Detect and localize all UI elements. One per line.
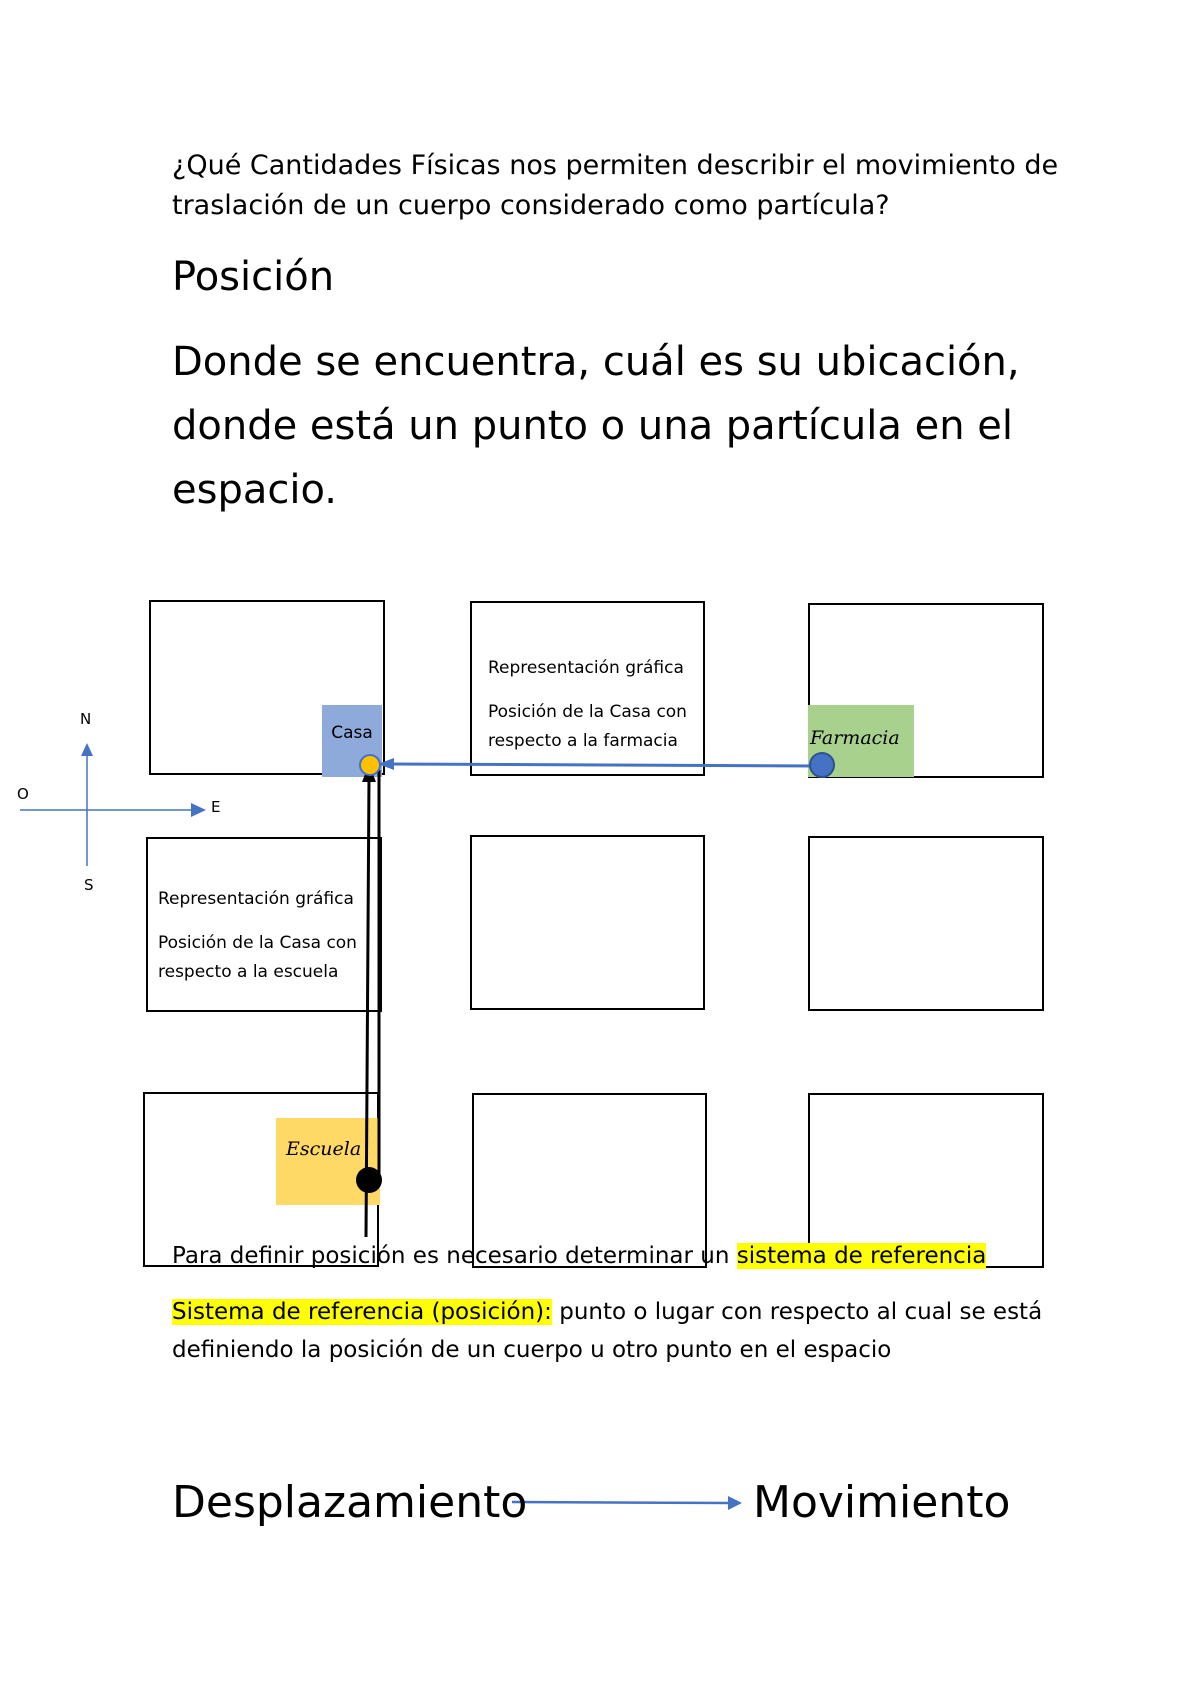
system-body: punto o lugar con respecto al cual se está definiendo la posición de un cuerpo u otro punto en el espacio xyxy=(172,1299,1043,1363)
system-label: Sistema de referencia (posición): xyxy=(172,1299,552,1325)
farmacia-label: Farmacia xyxy=(810,727,900,749)
escuela-point xyxy=(356,1167,382,1193)
reference-sentence xyxy=(172,1240,1072,1272)
reference-highlight: sistema de referencia xyxy=(736,1243,987,1269)
casa-point xyxy=(360,755,380,775)
casa-label: Casa xyxy=(331,723,373,743)
position-definition: Donde se encuentra, cuál es su ubicación, donde está un punto o una partícula en el espacio. xyxy=(172,339,1020,513)
compass-west-label: O xyxy=(17,785,29,803)
farmacia-to-casa-arrow xyxy=(388,764,820,766)
position-heading: Posición xyxy=(172,254,335,300)
compass-north-arrowhead xyxy=(81,743,93,756)
question-text: ¿Qué Cantidades Físicas nos permiten describir el movimiento de traslación de un cuerpo considerado como partícula? xyxy=(172,150,1059,221)
escuela-label: Escuela xyxy=(286,1138,362,1160)
rep-farmacia-title: Representación gráfica xyxy=(488,658,684,678)
displacement-arrowhead xyxy=(728,1496,742,1510)
compass-south-label: S xyxy=(84,876,94,894)
rep-farmacia-line1: Posición de la Casa con xyxy=(488,702,687,722)
system-definition xyxy=(172,1293,1052,1369)
reference-before: Para definir posición es necesario determinar un xyxy=(172,1243,737,1269)
compass-north-label: N xyxy=(80,710,92,728)
rep-escuela-line1: Posición de la Casa con xyxy=(158,933,357,953)
compass-east-arrowhead xyxy=(191,803,206,817)
movement-word: Movimiento xyxy=(753,1477,1011,1528)
rep-escuela-title: Representación gráfica xyxy=(158,889,354,909)
rep-farmacia-line2: respecto a la farmacia xyxy=(488,731,678,751)
compass-east-label: E xyxy=(211,798,221,816)
displacement-arrow-line xyxy=(512,1502,730,1503)
farmacia-point xyxy=(810,753,834,777)
rep-escuela-line2: respecto a la escuela xyxy=(158,962,339,982)
displacement-word: Desplazamiento xyxy=(172,1477,528,1528)
